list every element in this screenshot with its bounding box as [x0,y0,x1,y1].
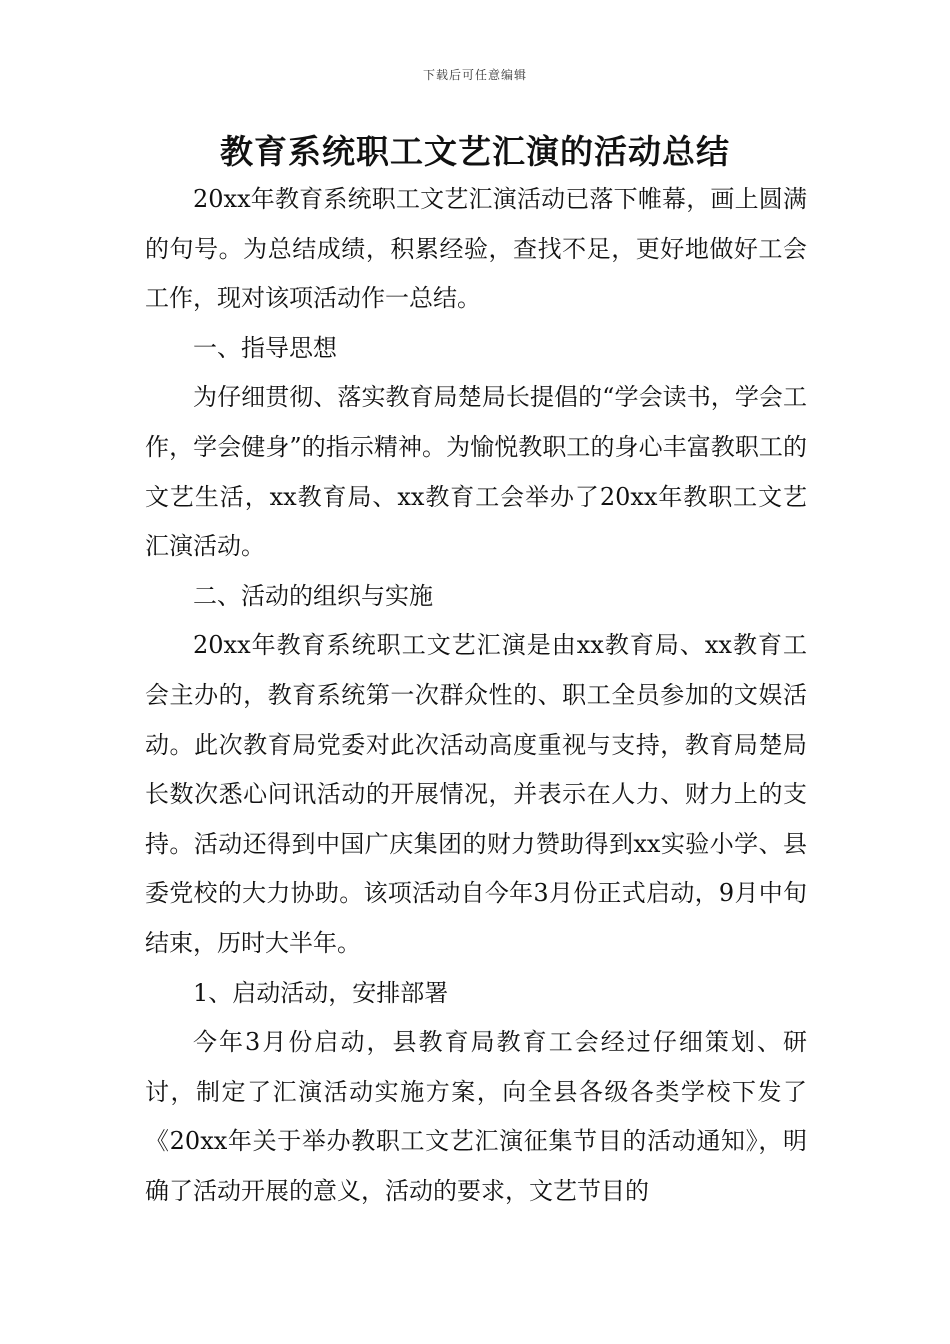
paragraph-launch: 今年3月份启动，县教育局教育工会经过仔细策划、研讨，制定了汇演活动实施方案，向全县各级各类学校下发了《20xx年关于举办教职工文艺汇演征集节目的活动通知》，明确了活动开展的意义，活动的要求，文艺节目的 [145,1028,807,1205]
section-heading-guiding-thought: 一、指导思想 [193,333,337,362]
section-heading-organization: 二、活动的组织与实施 [193,581,433,610]
paragraph-intro: 20xx年教育系统职工文艺汇演活动已落下帷幕，画上圆满的句号。为总结成绩，积累经验，查找不足，更好地做好工会工作，现对该项活动作一总结。 [145,185,807,313]
paragraph-guiding-thought: 为仔细贯彻、落实教育局楚局长提倡的“学会读书，学会工作，学会健身”的指示精神。为愉悦教职工的身心丰富教职工的文艺生活，xx教育局、xx教育工会举办了20xx年教职工文艺汇演活动。 [145,383,807,561]
subsection-heading-launch: 1、启动活动，安排部署 [193,978,449,1007]
document-title: 教育系统职工文艺汇演的活动总结 [220,132,730,171]
header-note: 下载后可任意编辑 [422,68,527,82]
paragraph-organization: 20xx年教育系统职工文艺汇演是由xx教育局、xx教育工会主办的，教育系统第一次群众性的、职工全员参加的文娱活动。此次教育局党委对此次活动高度重视与支持，教育局楚局长数次悉心问讯活动的开展情况，并表示在人力、财力上的支持。活动还得到中国广庆集团的财力赞助得到xx实验小学、县委党校的大力协助。该项活动自今年3月份正式启动，9月中旬结束，历时大半年。 [145,631,807,957]
document-body [145,175,807,1216]
